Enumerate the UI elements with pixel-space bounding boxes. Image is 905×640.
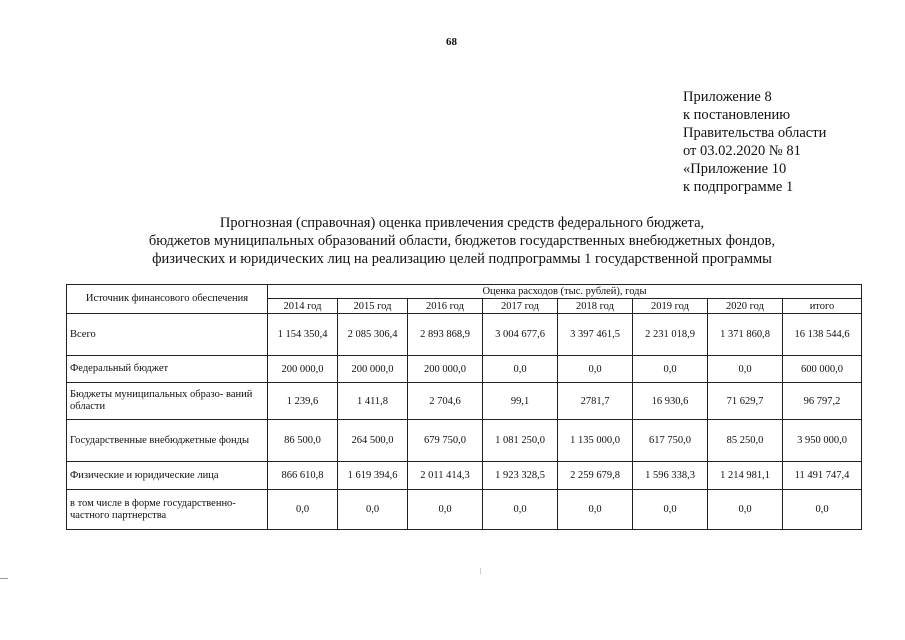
- column-header: 2020 год: [708, 299, 783, 314]
- appendix-line: от 03.02.2020 № 81: [683, 143, 801, 159]
- value-cell: 0,0: [338, 490, 408, 530]
- row-label: Бюджеты муниципальных образо- ваний области: [67, 383, 268, 420]
- value-cell: 85 250,0: [708, 420, 783, 462]
- value-cell: 3 950 000,0: [783, 420, 862, 462]
- source-header: Источник финансового обеспечения: [67, 285, 268, 314]
- value-cell: 0,0: [783, 490, 862, 530]
- value-cell: 2 704,6: [408, 383, 483, 420]
- appendix-block: [683, 88, 826, 196]
- table-row: [67, 462, 862, 490]
- column-header: 2014 год: [268, 299, 338, 314]
- value-cell: 1 923 328,5: [483, 462, 558, 490]
- value-cell: 0,0: [483, 356, 558, 383]
- value-cell: 2 893 868,9: [408, 314, 483, 356]
- value-cell: 1 619 394,6: [338, 462, 408, 490]
- appendix-line: к постановлению: [683, 107, 791, 123]
- value-cell: 16 930,6: [633, 383, 708, 420]
- column-header: 2019 год: [633, 299, 708, 314]
- value-cell: 11 491 747,4: [783, 462, 862, 490]
- value-cell: 0,0: [633, 490, 708, 530]
- row-label: Федеральный бюджет: [67, 356, 268, 383]
- title-line: бюджетов муниципальных образований области, бюджетов государственных внебюджетных фондов,: [148, 233, 776, 249]
- value-cell: 679 750,0: [408, 420, 483, 462]
- value-cell: 16 138 544,6: [783, 314, 862, 356]
- title-line: физических и юридических лиц на реализацию целей подпрограммы 1 государственной программы: [152, 251, 772, 267]
- value-cell: 2 231 018,9: [633, 314, 708, 356]
- table-header-row: [67, 285, 862, 299]
- column-header: 2017 год: [483, 299, 558, 314]
- table-row: [67, 490, 862, 530]
- value-cell: 3 004 677,6: [483, 314, 558, 356]
- value-cell: 0,0: [558, 490, 633, 530]
- row-label: в том числе в форме государственно-частного партнерства: [67, 490, 268, 530]
- table-row: [67, 356, 862, 383]
- appendix-line: к подпрограмме 1: [683, 179, 794, 195]
- column-header: 2016 год: [408, 299, 483, 314]
- group-header: Оценка расходов (тыс. рублей), годы: [268, 285, 862, 299]
- value-cell: 0,0: [708, 490, 783, 530]
- value-cell: 2781,7: [558, 383, 633, 420]
- appendix-line: «Приложение 10: [683, 161, 787, 177]
- value-cell: 1 596 338,3: [633, 462, 708, 490]
- value-cell: 2 259 679,8: [558, 462, 633, 490]
- value-cell: 96 797,2: [783, 383, 862, 420]
- value-cell: 0,0: [408, 490, 483, 530]
- value-cell: 866 610,8: [268, 462, 338, 490]
- column-header: 2015 год: [338, 299, 408, 314]
- row-label: Государственные внебюджетные фонды: [67, 420, 268, 462]
- table-row: [67, 420, 862, 462]
- value-cell: 200 000,0: [408, 356, 483, 383]
- value-cell: 1 214 981,1: [708, 462, 783, 490]
- financing-table: [66, 284, 862, 530]
- document-title: [100, 214, 824, 268]
- value-cell: 1 135 000,0: [558, 420, 633, 462]
- row-label: Всего: [67, 314, 268, 356]
- value-cell: 0,0: [708, 356, 783, 383]
- scan-mark: [480, 568, 481, 574]
- value-cell: 1 239,6: [268, 383, 338, 420]
- value-cell: 71 629,7: [708, 383, 783, 420]
- value-cell: 1 371 860,8: [708, 314, 783, 356]
- page-number: 68: [446, 36, 457, 48]
- value-cell: 200 000,0: [268, 356, 338, 383]
- value-cell: 1 081 250,0: [483, 420, 558, 462]
- appendix-line: Приложение 8: [683, 89, 772, 105]
- value-cell: 1 154 350,4: [268, 314, 338, 356]
- value-cell: 617 750,0: [633, 420, 708, 462]
- column-header: итого: [783, 299, 862, 314]
- value-cell: 200 000,0: [338, 356, 408, 383]
- table-row: [67, 383, 862, 420]
- table-row: [67, 314, 862, 356]
- table-body: [67, 285, 862, 530]
- value-cell: 99,1: [483, 383, 558, 420]
- value-cell: 1 411,8: [338, 383, 408, 420]
- value-cell: 0,0: [268, 490, 338, 530]
- row-label: Физические и юридические лица: [67, 462, 268, 490]
- value-cell: 2 011 414,3: [408, 462, 483, 490]
- scan-mark: [0, 578, 8, 579]
- column-header: 2018 год: [558, 299, 633, 314]
- appendix-line: Правительства области: [683, 125, 827, 141]
- value-cell: 2 085 306,4: [338, 314, 408, 356]
- value-cell: 3 397 461,5: [558, 314, 633, 356]
- value-cell: 0,0: [483, 490, 558, 530]
- title-line: Прогнозная (справочная) оценка привлечения средств федерального бюджета,: [219, 215, 705, 231]
- value-cell: 0,0: [558, 356, 633, 383]
- value-cell: 0,0: [633, 356, 708, 383]
- value-cell: 86 500,0: [268, 420, 338, 462]
- value-cell: 264 500,0: [338, 420, 408, 462]
- value-cell: 600 000,0: [783, 356, 862, 383]
